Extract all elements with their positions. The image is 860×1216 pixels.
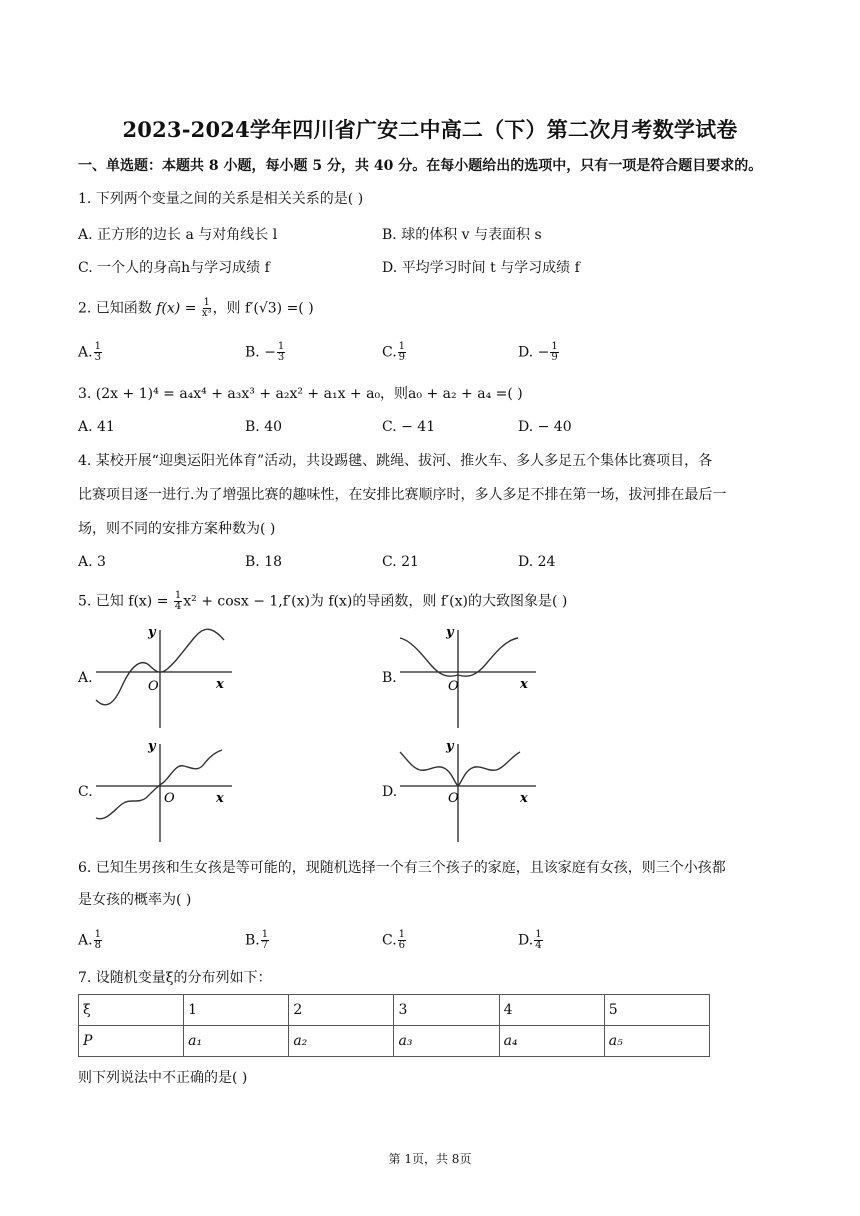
- question-6-line-1: 6. 已知生男孩和生女孩是等可能的，现随机选择一个有三个孩子的家庭，且该家庭有女孩，则三个小孩都: [78, 860, 726, 876]
- y-label: y: [446, 625, 454, 640]
- q2-option-b: B. − $\frac{1}{3}$: [245, 341, 285, 363]
- page-footer: 第 1页，共 8页: [388, 1152, 472, 1166]
- q2-option-c: C. $\frac{1}{9}$: [382, 341, 406, 363]
- table-cell: a₄: [499, 1026, 604, 1057]
- q5-graph-c: [92, 734, 242, 846]
- question-7-after: 则下列说法中不正确的是( ): [78, 1070, 248, 1086]
- question-3-stem: 3. (2x + 1)⁴ = a₄x⁴ + a₃x³ + a₂x² + a₁x + a₀，则a₀ + a₂ + a₄ =( ): [78, 386, 523, 402]
- q2-option-d: D. − $\frac{1}{9}$: [518, 341, 558, 363]
- q1-option-d: D. 平均学习时间 t 与学习成绩 f: [382, 260, 580, 276]
- table-row: [79, 995, 710, 1026]
- q5-option-d-label: D.: [382, 784, 398, 800]
- q5-graph-d: [396, 734, 546, 846]
- table-cell: 2: [289, 995, 394, 1026]
- q4-option-b: B. 18: [245, 554, 283, 570]
- q3-option-b: B. 40: [245, 419, 283, 435]
- q5-option-c-label: C.: [78, 784, 93, 800]
- q6-option-c: C. $\frac{1}{6}$: [382, 929, 406, 951]
- question-5-stem: 5. 已知 f(x) = $\frac{1}{4}$ x² + cosx − 1,f′(x)为 f(x)的导函数，则 f′(x)的大致图象是( ): [78, 590, 568, 612]
- table-row: [79, 1026, 710, 1057]
- page-title: 2023-2024学年四川省广安二中高二（下）第二次月考数学试卷: [122, 117, 738, 142]
- table-cell: 3: [394, 995, 499, 1026]
- table-cell: ξ: [79, 995, 184, 1026]
- x-label: x: [216, 791, 224, 806]
- x-label: x: [520, 791, 528, 806]
- y-label: y: [148, 625, 156, 640]
- q4-option-c: C. 21: [382, 554, 419, 570]
- q2-option-a: A. $\frac{1}{3}$: [78, 341, 101, 363]
- q3-option-d: D. − 40: [518, 419, 572, 435]
- x-label: x: [520, 677, 528, 692]
- table-cell: 1: [184, 995, 289, 1026]
- distribution-table: [78, 994, 710, 1057]
- q3-option-c: C. − 41: [382, 419, 436, 435]
- q5-graph-a: [92, 620, 242, 732]
- question-2-stem: 2. 已知函数 f(x) = $\frac{1}{\text{x³}}$ ，则 f′(√3) =( ): [78, 297, 314, 319]
- q1-option-a: A. 正方形的边长 a 与对角线长 l: [78, 227, 278, 243]
- table-cell: a₂: [289, 1026, 394, 1057]
- table-cell: P: [79, 1026, 184, 1057]
- question-1-stem: 1. 下列两个变量之间的关系是相关关系的是( ): [78, 191, 364, 207]
- table-cell: a₁: [184, 1026, 289, 1057]
- section-heading: 一、单选题：本题共 8 小题，每小题 5 分，共 40 分。在每小题给出的选项中，只有一项是符合题目要求的。: [78, 158, 763, 174]
- q6-option-a: A. $\frac{1}{8}$: [78, 929, 101, 951]
- q5-option-a-label: A.: [78, 670, 93, 686]
- origin-label: O: [448, 791, 459, 806]
- origin-label: O: [148, 679, 159, 694]
- y-label: y: [148, 739, 156, 754]
- table-cell: a₃: [394, 1026, 499, 1057]
- curve: [96, 750, 222, 819]
- question-4-line-1: 4. 某校开展“迎奥运阳光体育”活动，共设踢毽、跳绳、拔河、推火车、多人多足五个集体比赛项目，各: [78, 453, 713, 469]
- q6-option-d: D. $\frac{1}{4}$: [518, 929, 542, 951]
- q1-option-c: C. 一个人的身高h与学习成绩 f: [78, 260, 270, 276]
- curve: [400, 638, 518, 676]
- table-cell: 5: [604, 995, 709, 1026]
- q4-option-d: D. 24: [518, 554, 556, 570]
- curve: [400, 752, 520, 786]
- q5-graph-b: [396, 620, 546, 732]
- question-7-stem: 7. 设随机变量ξ的分布列如下：: [78, 970, 272, 986]
- q3-option-a: A. 41: [78, 419, 115, 435]
- question-4-line-3: 场，则不同的安排方案种数为( ): [78, 521, 276, 537]
- q1-option-b: B. 球的体积 v 与表面积 s: [382, 227, 542, 243]
- q6-option-b: B. $\frac{1}{7}$: [245, 929, 269, 951]
- origin-label: O: [164, 791, 175, 806]
- q5-option-b-label: B.: [382, 670, 397, 686]
- y-label: y: [446, 739, 454, 754]
- table-cell: 4: [499, 995, 604, 1026]
- x-label: x: [216, 677, 224, 692]
- question-6-line-2: 是女孩的概率为( ): [78, 892, 192, 908]
- fraction: $\frac{1}{\text{x³}}$: [201, 297, 212, 319]
- table-cell: a₅: [604, 1026, 709, 1057]
- q4-option-a: A. 3: [78, 554, 106, 570]
- question-4-line-2: 比赛项目逐一进行.为了增强比赛的趣味性，在安排比赛顺序时，多人多足不排在第一场，拔河排在最后一: [78, 487, 727, 503]
- origin-label: O: [448, 679, 459, 694]
